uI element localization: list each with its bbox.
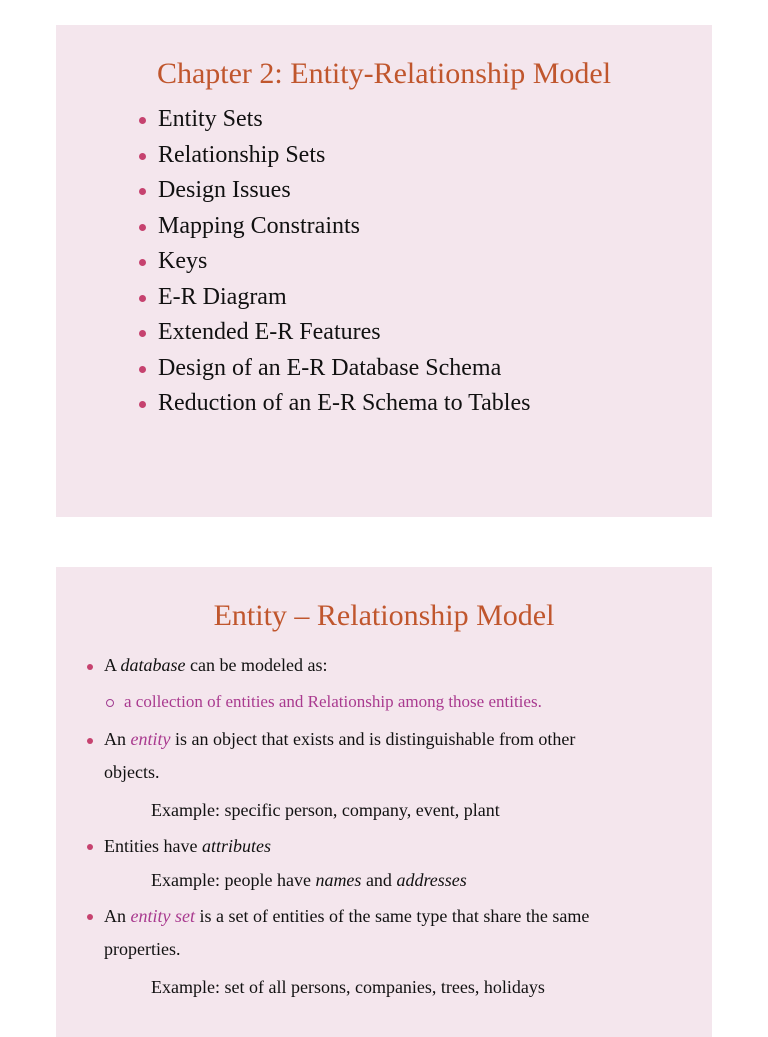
bullet-database: A database can be modeled as:: [104, 655, 328, 675]
bullet-entity-set: An entity set is a set of entities of the same type that share the same: [104, 906, 590, 926]
slide-er-model: [56, 567, 712, 1037]
bullet-icon: [139, 401, 146, 408]
bullet-icon: [139, 153, 146, 160]
bullet-entity-cont: objects.: [104, 762, 160, 782]
example-attributes: Example: people have names and addresses: [151, 870, 467, 890]
bullet-icon: [87, 664, 93, 670]
sub-bullet-collection: a collection of entities and Relationship among those entities.: [124, 692, 542, 711]
list-item: Reduction of an E-R Schema to Tables: [136, 386, 530, 422]
list-item: Relationship Sets: [136, 138, 530, 174]
example-entity: Example: specific person, company, event, plant: [151, 800, 500, 820]
slide-body: [56, 567, 712, 1037]
bullet-icon: [139, 188, 146, 195]
slide-chapter-overview: [56, 25, 712, 517]
bullet-entity-set-cont: properties.: [104, 939, 181, 959]
bullet-icon: [87, 914, 93, 920]
topic-list: [136, 102, 530, 422]
bullet-icon: [139, 366, 146, 373]
list-item: Mapping Constraints: [136, 209, 530, 245]
list-item: Design Issues: [136, 173, 530, 209]
bullet-icon: [139, 295, 146, 302]
bullet-icon: [139, 330, 146, 337]
list-item: Design of an E-R Database Schema: [136, 351, 530, 387]
bullet-icon: [139, 259, 146, 266]
bullet-icon: [87, 738, 93, 744]
bullet-icon: [139, 117, 146, 124]
list-item: Entity Sets: [136, 102, 530, 138]
bullet-attributes: Entities have attributes: [104, 836, 271, 856]
sub-bullet-icon: [106, 699, 114, 707]
bullet-icon: [87, 844, 93, 850]
slide-title: Entity – Relationship Model: [213, 599, 555, 632]
list-item: Extended E-R Features: [136, 315, 530, 351]
bullet-entity: An entity is an object that exists and is distinguishable from other: [104, 729, 576, 749]
slide-title: Chapter 2: Entity-Relationship Model: [156, 57, 612, 90]
example-entity-set: Example: set of all persons, companies, trees, holidays: [151, 977, 545, 997]
list-item: E-R Diagram: [136, 280, 530, 316]
bullet-icon: [139, 224, 146, 231]
list-item: Keys: [136, 244, 530, 280]
